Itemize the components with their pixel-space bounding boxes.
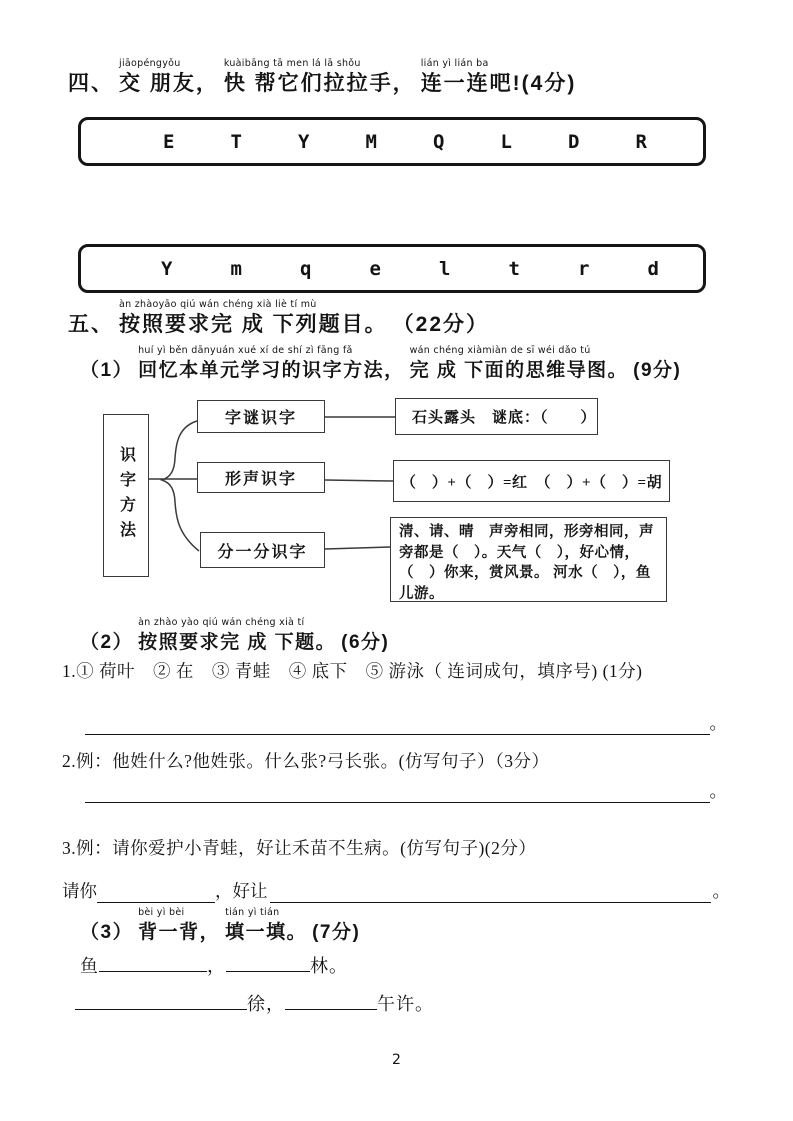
pinyin-annotation: lián yì lián ba (420, 58, 489, 69)
pinyin-annotation (393, 298, 489, 311)
heading-segment (119, 298, 388, 339)
answer-blank[interactable] (226, 953, 310, 972)
leaf-node-formula-answer[interactable]: （ ）+（ ）=红 （ ）+（ ）=胡 (393, 460, 670, 502)
heading-segment (341, 616, 389, 656)
match-letter[interactable]: E (163, 130, 175, 153)
answer-blank[interactable] (99, 953, 207, 972)
pinyin-annotation: àn zhào yào qiú wán chéng xià tí (138, 617, 305, 628)
heading-segment (312, 906, 360, 946)
heading-text: 背一背， (138, 922, 221, 943)
sentence-fill-line (62, 878, 730, 903)
match-letter[interactable]: L (500, 130, 512, 153)
heading-text: 按照要求完 成 下列题目。 (119, 313, 388, 336)
match-letter[interactable]: D (568, 130, 580, 153)
leaf-node-paragraph-answer[interactable]: 清、请、晴 声旁相同，形旁相同，声旁都是（ ）。天气（ ），好心情，（ ）你来，赏风景。 河水（ ），鱼儿游。 (390, 517, 667, 602)
answer-line-1 (85, 705, 727, 735)
poem-fill-line-1 (80, 952, 348, 978)
branch-node-fenyifen: 分一分识字 (200, 532, 325, 568)
period-mark: 。 (709, 781, 727, 801)
pinyin-annotation (68, 298, 114, 311)
heading-text: (7分) (312, 922, 361, 943)
sub-question-2-heading (80, 616, 394, 656)
pinyin-annotation: kuàibāng tā men lá lā shǒu (223, 58, 361, 69)
match-letter[interactable]: Y (161, 257, 173, 280)
heading-text: 按照要求完 成 下题。 (138, 632, 337, 653)
poem-text: 鱼 (80, 956, 99, 976)
pinyin-annotation: àn zhàoyāo qiú wán chéng xià liè tí mù (119, 299, 317, 310)
root-node-shizifangfa: 识字方法 (103, 414, 149, 577)
heading-segment (68, 298, 114, 339)
pinyin-annotation (633, 344, 681, 357)
poem-text: ， (207, 956, 226, 976)
answer-blank[interactable] (75, 991, 247, 1010)
heading-segment (225, 906, 307, 946)
uppercase-letters-box (78, 117, 706, 166)
poem-text: 徐， (247, 994, 285, 1014)
pinyin-annotation: bèi yì bèi (138, 907, 185, 918)
pinyin-annotation: wán chéng xiàmiàn de sī wéi dǎo tú (409, 345, 591, 356)
heading-text: （22分） (392, 313, 490, 336)
heading-segment (138, 616, 336, 656)
answer-blank[interactable] (85, 705, 710, 735)
heading-text: （3） (80, 922, 134, 943)
heading-segment (80, 344, 133, 384)
pinyin-annotation (68, 57, 114, 70)
heading-segment (393, 298, 489, 339)
match-letter[interactable]: q (300, 257, 312, 280)
pinyin-annotation: jiāopéngyǒu (119, 58, 181, 69)
match-letter[interactable]: T (230, 130, 242, 153)
heading-segment (80, 906, 133, 946)
match-letter[interactable]: d (647, 257, 659, 280)
poem-fill-line-2 (75, 990, 434, 1016)
heading-segment (68, 57, 114, 98)
sub-question-3-heading (80, 906, 365, 946)
mind-map-diagram (0, 390, 793, 622)
pinyin-annotation (341, 616, 389, 629)
heading-text: (6分) (341, 632, 390, 653)
heading-segment (138, 344, 405, 384)
match-letter[interactable]: R (635, 130, 647, 153)
lowercase-letters-box (78, 244, 706, 293)
heading-text: (9分) (633, 360, 682, 381)
heading-segment (80, 616, 133, 656)
match-letter[interactable]: M (365, 130, 377, 153)
match-letter[interactable]: t (508, 257, 520, 280)
brace-connector (162, 421, 199, 551)
sub-question-1-heading (80, 344, 686, 384)
exercise-item-1: 1.① 荷叶 ② 在 ③ 青蛙 ④ 底下 ⑤ 游泳（ 连词成句，填序号) (1分) (62, 661, 643, 681)
answer-line-2 (85, 773, 727, 803)
match-letter[interactable]: e (369, 257, 381, 280)
heading-text: 交 朋友， (119, 72, 219, 95)
heading-segment (633, 344, 681, 384)
connector-line (325, 547, 390, 549)
match-letter[interactable]: Q (433, 130, 445, 153)
leaf-node-riddle-answer[interactable]: 石头露头 谜底：（ ） (395, 398, 598, 435)
poem-text: 午许。 (377, 994, 434, 1014)
heading-text: （2） (80, 632, 134, 653)
question-4-heading (68, 57, 581, 98)
answer-blank[interactable] (285, 991, 377, 1010)
pinyin-annotation (80, 616, 133, 629)
heading-text: 五、 (68, 313, 114, 336)
heading-text: 连一连吧!(4分) (420, 72, 577, 95)
period-mark: 。 (709, 713, 727, 733)
heading-segment (119, 57, 219, 98)
period-mark: 。 (712, 881, 730, 901)
poem-text: 林。 (310, 956, 348, 976)
exercise-item-3: 3.例：请你爱护小青蛙，好让禾苗不生病。(仿写句子)(2分） (62, 838, 537, 858)
answer-blank[interactable] (270, 881, 711, 903)
match-letter[interactable]: m (230, 257, 242, 280)
heading-text: 四、 (68, 72, 114, 95)
heading-text: 快 帮它们拉拉手， (223, 72, 416, 95)
fill-mid-text: ，好让 (215, 881, 268, 901)
answer-blank[interactable] (97, 881, 215, 903)
fill-lead-text: 请你 (62, 881, 97, 901)
pinyin-annotation: huí yì běn dānyuán xué xí de shí zì fāng fǎ (138, 345, 353, 356)
heading-text: 填一填。 (225, 922, 308, 943)
heading-segment (224, 57, 416, 98)
pinyin-annotation (312, 906, 360, 919)
connector-line (325, 480, 393, 481)
pinyin-annotation: tián yì tián (225, 907, 280, 918)
heading-text: （1） (80, 360, 134, 381)
match-letter[interactable]: r (578, 257, 590, 280)
answer-blank[interactable] (85, 773, 710, 803)
branch-node-xingsheng: 形声识字 (197, 462, 325, 493)
heading-segment (421, 57, 577, 98)
pinyin-annotation (80, 906, 133, 919)
question-5-heading (68, 298, 494, 339)
exercise-item-2: 2.例：他姓什么?他姓张。什么张?弓长张。(仿写句子）（3分） (62, 751, 550, 771)
page-number: 2 (392, 1052, 401, 1068)
heading-segment (138, 906, 220, 946)
branch-node-zimi: 字谜识字 (197, 400, 325, 433)
heading-segment (410, 344, 629, 384)
match-letter[interactable]: Y (298, 130, 310, 153)
heading-text: 回忆本单元学习的识字方法， (138, 360, 405, 381)
match-letter[interactable]: l (439, 257, 451, 280)
pinyin-annotation (80, 344, 133, 357)
heading-text: 完 成 下面的思维导图。 (409, 360, 629, 381)
